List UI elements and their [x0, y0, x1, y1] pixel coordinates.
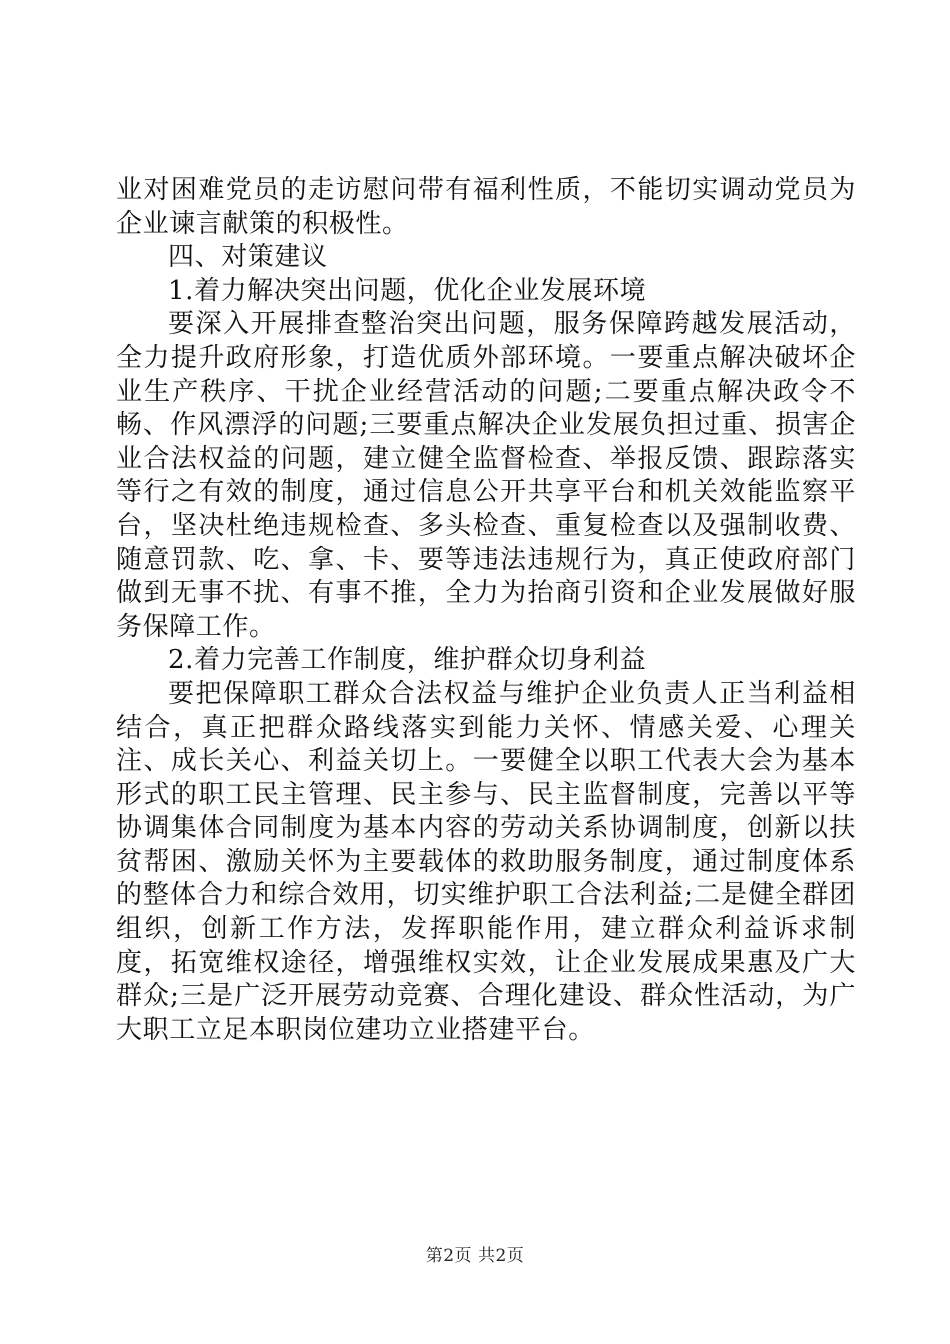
subheading-2: 2.着力完善工作制度，维护群众切身利益 — [168, 645, 647, 676]
paragraph-body-1: 要深入开展排查整治突出问题，服务保障跨越发展活动，全力提升政府形象，打造优质外部环境。一要重点解决破坏企业生产秩序、干扰企业经营活动的问题;二要重点解决政令不畅、作风漂浮的问题;三要重点解决企业发展负担过重、损害企业合法权益的问题，建立健全监督检查、举报反馈、跟踪落实等行之有效的制度，通过信息公开共享平台和机关效能监察平台，坚决杜绝违规检查、多头检查、重复检查以及强制收费、随意罚款、吃、拿、卡、要等违法违规行为，真正使政府部门做到无事不扰、有事不推，全力为抬商引资和企业发展做好服务保障工作。 — [116, 309, 856, 642]
document-body — [116, 174, 856, 1047]
subheading-1: 1.着力解决突出问题，优化企业发展环境 — [168, 275, 647, 306]
paragraph-continuation: 业对困难党员的走访慰问带有福利性质，不能切实调动党员为企业谏言献策的积极性。 — [116, 175, 856, 239]
paragraph-body-2: 要把保障职工群众合法权益与维护企业负责人正当利益相结合，真正把群众路线落实到能力关怀、情感关爱、心理关注、成长关心、利益关切上。一要健全以职工代表大会为基本形式的职工民主管理、民主参与、民主监督制度，完善以平等协调集体合同制度为基本内容的劳动关系协调制度，创新以扶贫帮困、激励关怀为主要载体的救助服务制度，通过制度体系的整体合力和综合效用，切实维护职工合法利益;二是健全群团组织，创新工作方法，发挥职能作用，建立群众利益诉求制度，拓宽维权途径，增强维权实效，让企业发展成果惠及广大群众;三是广泛开展劳动竞赛、合理化建设、群众性活动，为广大职工立足本职岗位建功立业搭建平台。 — [116, 678, 856, 1045]
section-heading-countermeasures: 四、对策建议 — [168, 242, 328, 273]
page-footer: 第2页 共2页 — [425, 1246, 525, 1266]
